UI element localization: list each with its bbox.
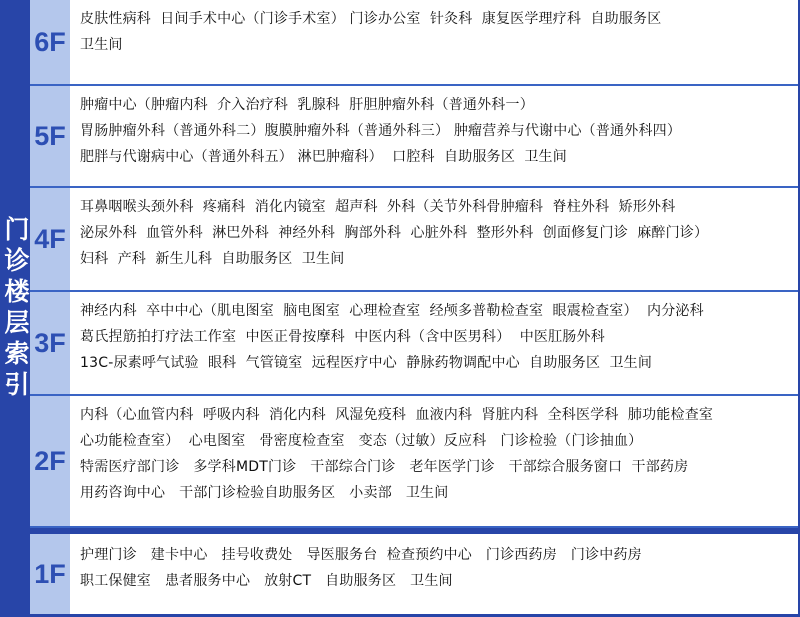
department-line: 神经内科 卒中中心（肌电图室 脑电图室 心理检查室 经颅多普勒检查室 眼震检查室） 内分泌科 <box>80 303 704 319</box>
department-line: 职工保健室 患者服务中心 放射CT 自助服务区 卫生间 <box>80 573 453 589</box>
floor-index-title-text: 门诊楼层索引 <box>1 215 30 402</box>
floor-label: 6F <box>30 0 70 84</box>
floor-label: 4F <box>30 188 70 290</box>
floor-label: 2F <box>30 396 70 526</box>
floor-1f-row <box>30 534 798 614</box>
department-line: 肿瘤中心（肿瘤内科 介入治疗科 乳腺科 肝胆肿瘤外科（普通外科一） <box>80 97 534 113</box>
department-line: 用药咨询中心 干部门诊检验自助服务区 小卖部 卫生间 <box>80 485 449 501</box>
floor-departments <box>70 534 798 614</box>
department-line: 内科（心血管内科 呼吸内科 消化内科 风湿免疫科 血液内科 肾脏内科 全科医学科 肺功能检查室 <box>80 407 714 423</box>
floor-departments <box>70 396 798 526</box>
floor-label: 5F <box>30 86 70 186</box>
floor-label: 1F <box>30 534 70 614</box>
floor-3f-row <box>30 292 798 396</box>
department-line: 卫生间 <box>80 37 123 53</box>
department-line: 心功能检查室） 心电图室 骨密度检查室 变态（过敏）反应科 门诊检验（门诊抽血） <box>80 433 643 449</box>
floor-departments <box>70 86 798 186</box>
department-line: 葛氏捏筋拍打疗法工作室 中医正骨按摩科 中医内科（含中医男科） 中医肛肠外科 <box>80 329 605 345</box>
department-line: 皮肤性病科 日间手术中心（门诊手术室） 门诊办公室 针灸科 康复医学理疗科 自助服务区 <box>80 11 662 27</box>
floor-4f-row <box>30 188 798 292</box>
floor-departments <box>70 0 798 84</box>
department-line: 妇科 产科 新生儿科 自助服务区 卫生间 <box>80 251 345 267</box>
floor-departments <box>70 188 798 290</box>
department-line: 泌尿外科 血管外科 淋巴外科 神经外科 胸部外科 心脏外科 整形外科 创面修复门诊 麻醉门诊） <box>80 225 709 241</box>
department-line: 肥胖与代谢病中心（普通外科五） 淋巴肿瘤科） 口腔科 自助服务区 卫生间 <box>80 149 567 165</box>
department-line: 护理门诊 建卡中心 挂号收费处 导医服务台 检查预约中心 门诊西药房 门诊中药房 <box>80 547 642 563</box>
floor-index-title <box>0 0 30 617</box>
floor-6f-row <box>30 0 798 86</box>
floor-2f-row <box>30 396 798 528</box>
department-line: 耳鼻咽喉头颈外科 疼痛科 消化内镜室 超声科 外科（关节外科骨肿瘤科 脊柱外科 矫形外科 <box>80 199 676 215</box>
floor-label: 3F <box>30 292 70 394</box>
floor-5f-row <box>30 86 798 188</box>
department-line: 13C-尿素呼气试验 眼科 气管镜室 远程医疗中心 静脉药物调配中心 自助服务区 卫生间 <box>80 355 653 371</box>
department-line: 特需医疗部门诊 多学科MDT门诊 干部综合门诊 老年医学门诊 干部综合服务窗口 干部药房 <box>80 459 689 475</box>
department-line: 胃肠肿瘤外科（普通外科二）腹膜肿瘤外科（普通外科三） 肿瘤营养与代谢中心（普通外科四） <box>80 123 682 139</box>
floor-departments <box>70 292 798 394</box>
